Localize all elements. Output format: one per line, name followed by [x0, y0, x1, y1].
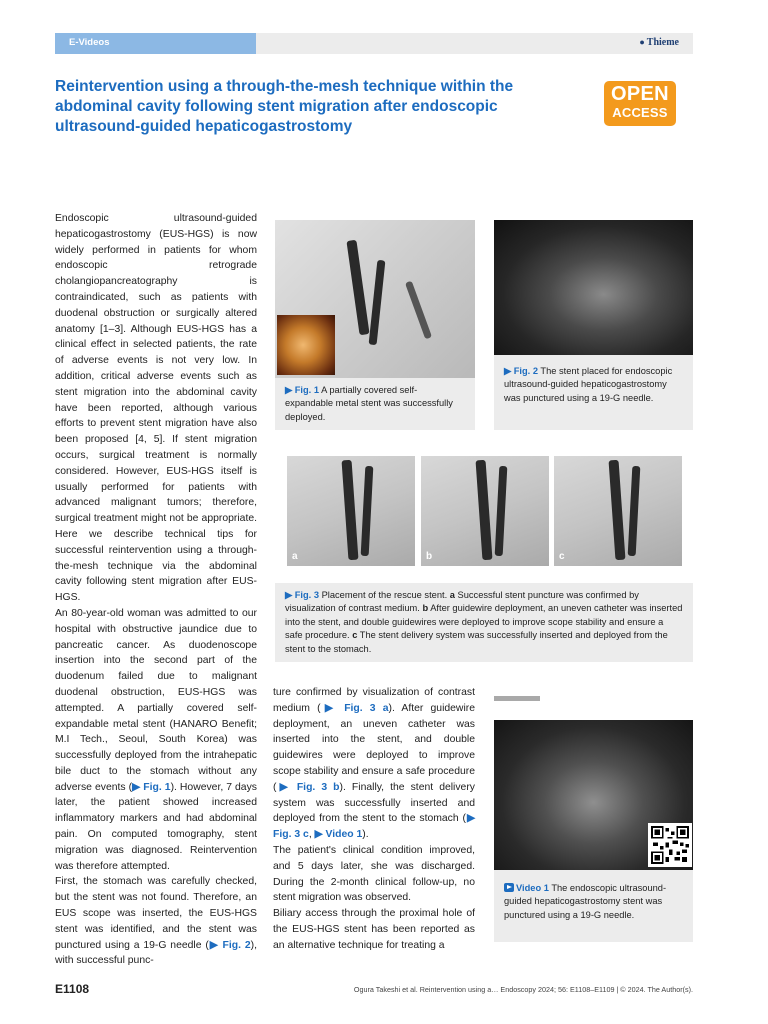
stent-shape: [361, 466, 374, 556]
panel-label-c: c: [559, 551, 565, 562]
stent-shape: [342, 460, 359, 560]
publisher-logo: [639, 37, 679, 48]
stent-shape: [609, 460, 626, 560]
paragraph-case: An 80-year-old woman was admitted to our hospital with obstructive jaundice due to pancreatic cancer. As duodenoscope insertion into the second part of the duodenum failed due to malignant duodenal obstruction, EUS-HGS was attempted. A partially covered self-expandable metal stent (HANARO Benefit; M.I Tech., Seoul, South Korea) was successfully deployed from the intrahepatic bile duct to the stomach without any adverse events (▶ Fig. 1). However, 7 days later, the patient showed increased inflammatory markers and had abdominal pain. On computed tomography, stent migration was diagnosed. Reintervention was therefore attempted.: [55, 607, 257, 872]
footer-citation: Ogura Takeshi et al. Reintervention using a… Endoscopy 2024; 56: E1108–E1109 | © 2024. The Author(s).: [353, 985, 693, 994]
ref-fig3b-link[interactable]: ▶ Fig. 3 b: [276, 781, 340, 793]
video-1-label: Video 1: [516, 883, 549, 893]
figure-3-panel-a: [287, 456, 415, 566]
qr-code-icon: [648, 823, 692, 867]
stent-shape: [476, 460, 493, 560]
paragraph-outcome: The patient's clinical condition improved, and 5 days later, she was discharged. During the 2-month clinical follow-up, no stent migration was observed.: [273, 844, 475, 904]
video-1-caption: Video 1 The endoscopic ultrasound-guided hepaticogastrostomy stent was punctured using a 19-G needle.: [494, 870, 693, 942]
figure-3-image: [287, 456, 682, 566]
stent-shape: [346, 240, 369, 335]
video-progress-bar: [494, 696, 540, 701]
paragraph-intro: Endoscopic ultrasound-guided hepaticogastrostomy (EUS-HGS) is now widely performed in patients for whom endoscopic retrograde cholangiopancreatography is contraindicated, such as patients with duodenal obstruction or surgically altered anatomy [1–3]. Although EUS-HGS has a clinical effect in selected patients, the rate of adverse events is not very low. In addition, critical adverse events such as stent migration into the abdominal cavity have been reported, although various efforts to prevent stent migration have also been proposed [4, 5]. If stent migration occurs, surgical treatment is normally considered. However, EUS-HGS itself is usually performed for patients with advanced malignant tumors; therefore, surgical treatment might not be appropriate. Here we describe technical tips for successful reintervention using a through-the-mesh technique via the abdominal cavity following stent migration after EUS-HGS.: [55, 213, 257, 604]
figure-1-image: [275, 220, 475, 378]
stent-shape: [495, 466, 508, 556]
stent-shape: [628, 466, 641, 556]
scope-shape: [405, 281, 432, 340]
figure-3-panel-c: [554, 456, 682, 566]
publisher-name: Thieme: [646, 37, 679, 48]
figure-2-image: [494, 220, 693, 355]
figure-2-caption: ▶ Fig. 2 The stent placed for endoscopic ultrasound-guided hepaticogastrostomy was punctured using a 19-G needle.: [494, 355, 693, 430]
open-access-line1: OPEN: [611, 83, 669, 105]
ref-fig3c-link[interactable]: ▶ Fig. 3 c: [273, 813, 475, 841]
figure-1-caption: ▶ Fig. 1 A partially covered self-expandable metal stent was successfully deployed.: [275, 378, 475, 430]
stent-shape: [369, 260, 386, 345]
article-title: Reintervention using a through-the-mesh technique within the abdominal cavity following stent migration after endoscopic ultrasound-guided hepaticogastrostomy: [55, 78, 514, 135]
body-column-middle: [273, 685, 475, 954]
thieme-logo-icon: ●: [639, 37, 645, 47]
figure-3-label: ▶ Fig. 3: [285, 590, 320, 600]
paragraph-procedure: First, the stomach was carefully checked, but the stent was not found. Therefore, an EUS scope was inserted, the EUS-HGS stent was identified, and the stent was punctured using a 19-G needle (▶ Fig. 2), with successful punc-: [55, 876, 258, 967]
play-video-icon: [504, 883, 514, 892]
endoscopic-inset-image: [277, 315, 335, 375]
figure-2-label: ▶ Fig. 2: [504, 366, 539, 376]
page-number: E1108: [55, 982, 90, 996]
panel-label-b: b: [426, 551, 433, 562]
figure-1-label: ▶ Fig. 1: [285, 385, 320, 395]
ref-fig3a-link[interactable]: ▶ Fig. 3 a: [320, 702, 389, 714]
paragraph-discussion: Biliary access through the proximal hole of the EUS-HGS stent has been reported as an alternative technique for treating a: [273, 908, 475, 951]
open-access-badge: [604, 81, 676, 126]
section-label: E-Videos: [55, 33, 256, 54]
ref-fig2-link[interactable]: ▶ Fig. 2: [208, 939, 251, 951]
open-access-line2: ACCESS: [612, 105, 668, 120]
ref-video1-link[interactable]: ▶ Video 1: [314, 829, 363, 841]
ref-fig1-link[interactable]: ▶ Fig. 1: [132, 781, 171, 793]
figure-3-panel-b: [421, 456, 549, 566]
figure-3-caption: ▶ Fig. 3 Placement of the rescue stent. a Successful stent puncture was confirmed by visualization of contrast medium. b After guidewire deployment, an uneven catheter was inserted into the stent, and double guidewires were deployed to improve scope stability and ensure a safe procedure. c The stent delivery system was successfully inserted and deployed from the stent to the stomach.: [275, 583, 693, 662]
body-column-left: [55, 211, 257, 969]
header-bar: [55, 33, 693, 54]
panel-label-a: a: [292, 551, 298, 562]
paragraph-procedure-cont: ture confirmed by visualization of contrast medium (▶ Fig. 3 a). After guidewire deployment, an uneven catheter was inserted into the stent, and double guidewires were deployed to improve scope stability and ensure a safe procedure (▶ Fig. 3 b). Finally, the stent delivery system was successfully inserted and deployed from the stent to the stomach (▶ Fig. 3 c, ▶ Video 1).: [273, 687, 475, 841]
